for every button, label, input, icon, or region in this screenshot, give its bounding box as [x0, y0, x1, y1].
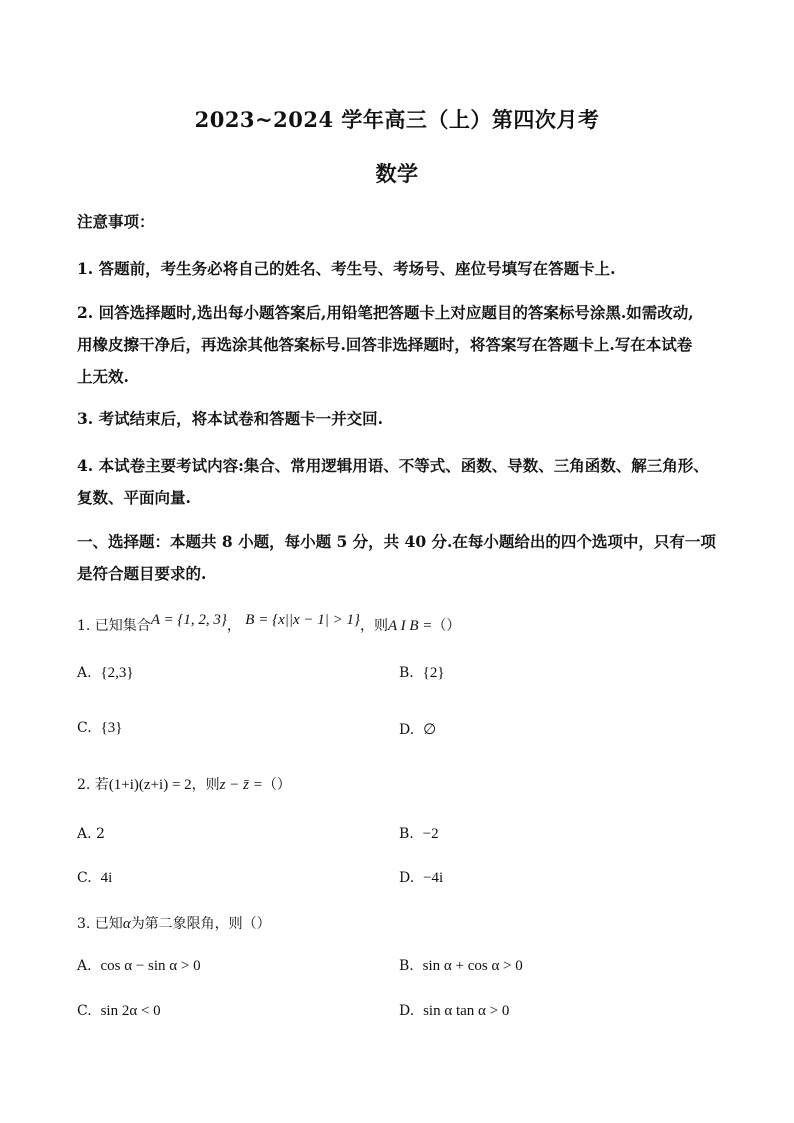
q2-option-c-label: C.: [77, 870, 92, 886]
q2-expr: z − z̄ =: [219, 777, 263, 793]
q3-option-d-value: sin α tan α > 0: [423, 1003, 510, 1019]
note-2-line-3: 上无效.: [77, 367, 129, 386]
q2-option-d-label: D.: [399, 870, 415, 886]
q1-option-d: [399, 720, 436, 739]
notes-heading: 注意事项：: [77, 212, 155, 231]
q1-option-c-label: C.: [77, 720, 92, 736]
q1-prefix: 1. 已知集合: [77, 618, 151, 634]
section-1-line-2: 是符合题目要求的.: [77, 564, 207, 583]
q1-option-a-value: {2,3}: [100, 665, 134, 681]
q1-option-b: [399, 665, 445, 682]
q2-option-b-value: −2: [422, 826, 439, 842]
note-3: 3. 考试结束后，将本试卷和答题卡一并交回.: [77, 409, 383, 428]
note-1: 1. 答题前，考生务必将自己的姓名、考生号、考场号、座位号填写在答题卡上.: [77, 259, 616, 278]
q2-prefix: 2. 若: [77, 777, 109, 793]
q2-option-c-value: 4i: [100, 870, 113, 886]
question-1: [77, 612, 461, 635]
q2-option-a: A. 2: [77, 826, 105, 842]
q3-option-a-label: A.: [77, 958, 92, 974]
section-1-line-1: 一、选择题：本题共 8 小题，每小题 5 分，共 40 分.在每小题给出的四个选项中，只有一项: [77, 532, 716, 551]
q3-option-b-label: B.: [399, 958, 414, 974]
q1-option-a-label: A.: [77, 665, 92, 681]
exam-title: 2023~2024 学年高三（上）第四次月考: [194, 107, 600, 132]
note-2-line-1: 2. 回答选择题时,选出每小题答案后,用铅笔把答题卡上对应题目的答案标号涂黑.如需改动,: [77, 303, 694, 322]
q1-option-c: [77, 720, 122, 737]
note-4-line-1: 4. 本试卷主要考试内容:集合、常用逻辑用语、不等式、函数、导数、三角函数、解三角形、: [77, 456, 709, 475]
q2-option-b-label: B.: [399, 826, 414, 842]
q3-option-c-value: sin 2α < 0: [100, 1003, 161, 1019]
q3-option-a: [77, 958, 201, 975]
q2-equation: (1+i)(z+i) = 2: [108, 777, 192, 793]
q1-set-b: B = {x||x − 1| > 1}: [245, 612, 360, 628]
note-2-line-2: 用橡皮擦干净后，再选涂其他答案标号.回答非选择题时，将答案写在答题卡上.写在本试卷: [77, 335, 693, 354]
q2-option-d: [399, 870, 443, 887]
q1-option-b-value: {2}: [422, 665, 445, 681]
q1-option-a: [77, 665, 134, 682]
q1-paren: （）: [432, 618, 461, 634]
q3-alpha: α: [122, 916, 131, 932]
q3-option-d: [399, 1003, 509, 1020]
q2-ask: ，则: [191, 777, 220, 793]
q3-option-c: [77, 1003, 161, 1020]
q3-rest: 为第二象限角，则（）: [130, 916, 271, 932]
q3-option-b: [399, 958, 523, 975]
q1-option-c-value: {3}: [100, 720, 123, 736]
q2-option-c: [77, 870, 112, 887]
q3-option-c-label: C.: [77, 1003, 92, 1019]
subject-title: 数学: [375, 161, 419, 186]
q2-option-b: [399, 826, 439, 843]
q1-ask: ，则: [360, 618, 388, 634]
q3-option-d-label: D.: [399, 1003, 415, 1019]
q3-option-b-value: sin α + cos α > 0: [422, 958, 523, 974]
q1-set-a: A = {1, 2, 3}: [150, 612, 227, 628]
q1-expr: A I B =: [388, 618, 433, 634]
q2-paren: （）: [262, 777, 291, 793]
question-2: [77, 774, 291, 794]
q1-option-b-label: B.: [399, 665, 414, 681]
q3-option-a-value: cos α − sin α > 0: [100, 958, 201, 974]
q1-option-d-value: ∅: [423, 722, 437, 738]
q3-prefix: 3. 已知: [77, 916, 123, 932]
note-4-line-2: 复数、平面向量.: [77, 488, 191, 507]
question-3: [77, 913, 271, 933]
q2-option-d-value: −4i: [423, 870, 444, 886]
q1-option-d-label: D.: [399, 722, 415, 738]
q1-sep: ，: [226, 618, 241, 634]
